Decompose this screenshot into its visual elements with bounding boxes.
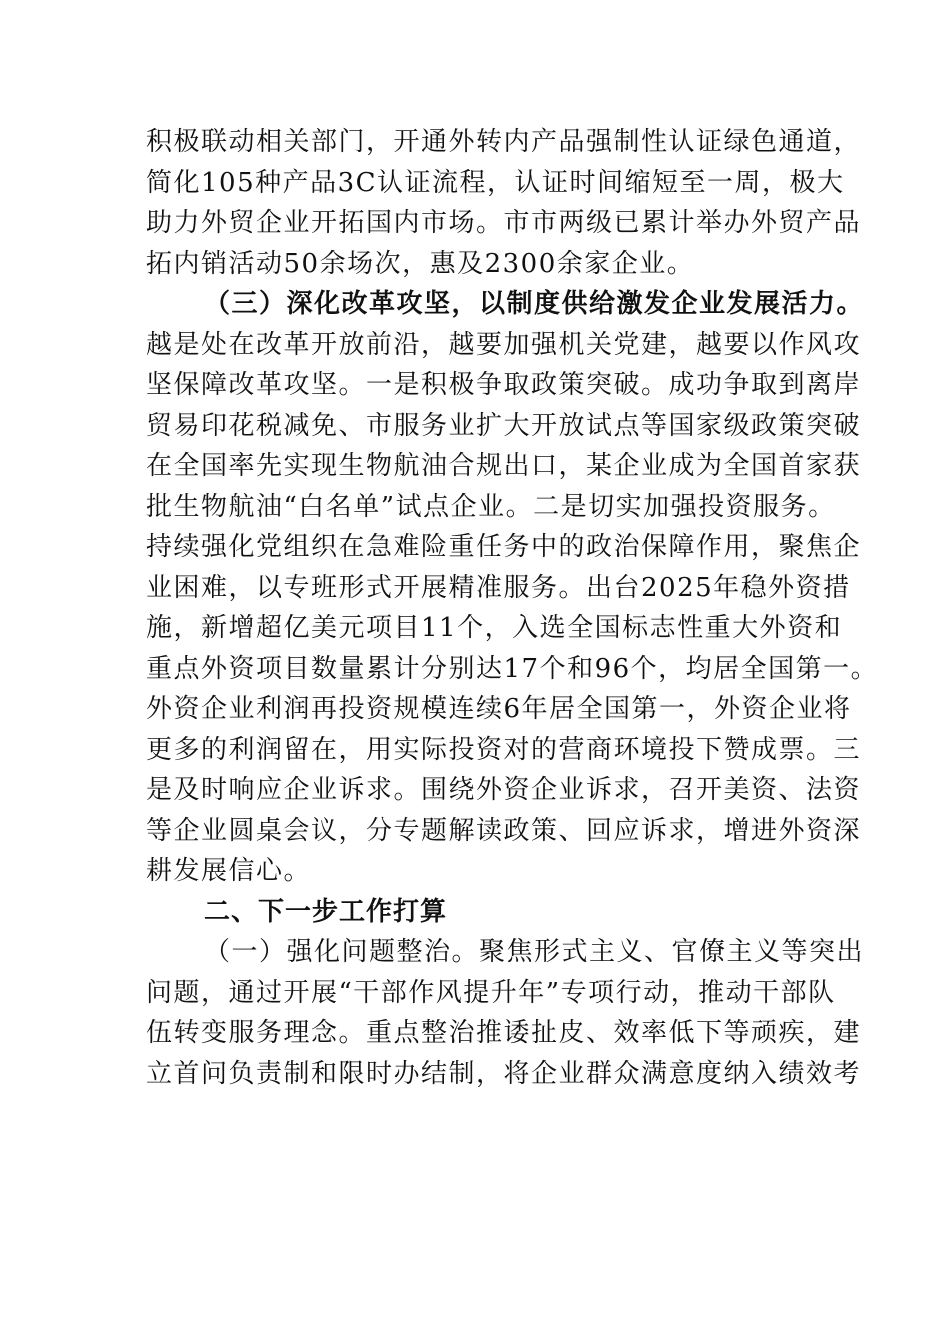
body-line: 等企业圆桌会议，分专题解读政策、回应诉求，增进外资深	[146, 815, 862, 846]
body-line: 越是处在改革开放前沿，越要加强机关党建，越要以作风攻	[146, 329, 862, 360]
body-line: 外资企业利润再投资规模连续6年居全国第一，外资企业将	[146, 694, 852, 724]
body-line: 助力外贸企业开拓国内市场。市市两级已累计举办外贸产品	[146, 208, 862, 238]
body-line: 是及时响应企业诉求。围绕外资企业诉求，召开美资、法资	[146, 775, 862, 805]
body-line: 坚保障改革攻坚。一是积极争取政策突破。成功争取到离岸	[146, 370, 862, 400]
body-line: 更多的利润留在，用实际投资对的营商环境投下赞成票。三	[146, 734, 862, 765]
body-line: 批生物航油“白名单”试点企业。二是切实加强投资服务。	[146, 491, 836, 522]
body-line: 业困难，以专班形式开展精准服务。出台2025年稳外资措	[146, 572, 851, 603]
body-line: 问题，通过开展“干部作风提升年”专项行动，推动干部队	[146, 977, 836, 1008]
body-line: 积极联动相关部门，开通外转内产品强制性认证绿色通道，	[146, 127, 862, 157]
body-line: 立首问负责制和限时办结制，将企业群众满意度纳入绩效考	[146, 1058, 862, 1089]
body-line: 耕发展信心。	[146, 856, 312, 886]
body-line: 拓内销活动50余场次，惠及2300余家企业。	[146, 248, 695, 279]
body-line: 伍转变服务理念。重点整治推诿扯皮、效率低下等顽疾，建	[146, 1018, 862, 1048]
body-line: 持续强化党组织在急难险重任务中的政治保障作用，聚焦企	[146, 532, 862, 562]
section-subheading: （三）深化改革攻坚，以制度供给激发企业发展活力。	[204, 289, 865, 319]
body-line: 贸易印花税减免、市服务业扩大开放试点等国家级政策突破	[146, 410, 862, 441]
section-heading: 二、下一步工作打算	[204, 896, 448, 927]
body-line: （一）强化问题整治。聚焦形式主义、官僚主义等突出	[204, 937, 865, 967]
body-line: 简化105种产品3C认证流程，认证时间缩短至一周，极大	[146, 167, 845, 198]
body-line: 施，新增超亿美元项目11个，入选全国标志性重大外资和	[146, 613, 843, 643]
document-body	[146, 122, 879, 1094]
body-line: 重点外资项目数量累计分别达17个和96个，均居全国第一。	[146, 653, 879, 684]
body-line: 在全国率先实现生物航油合规出口，某企业成为全国首家获	[146, 451, 862, 481]
